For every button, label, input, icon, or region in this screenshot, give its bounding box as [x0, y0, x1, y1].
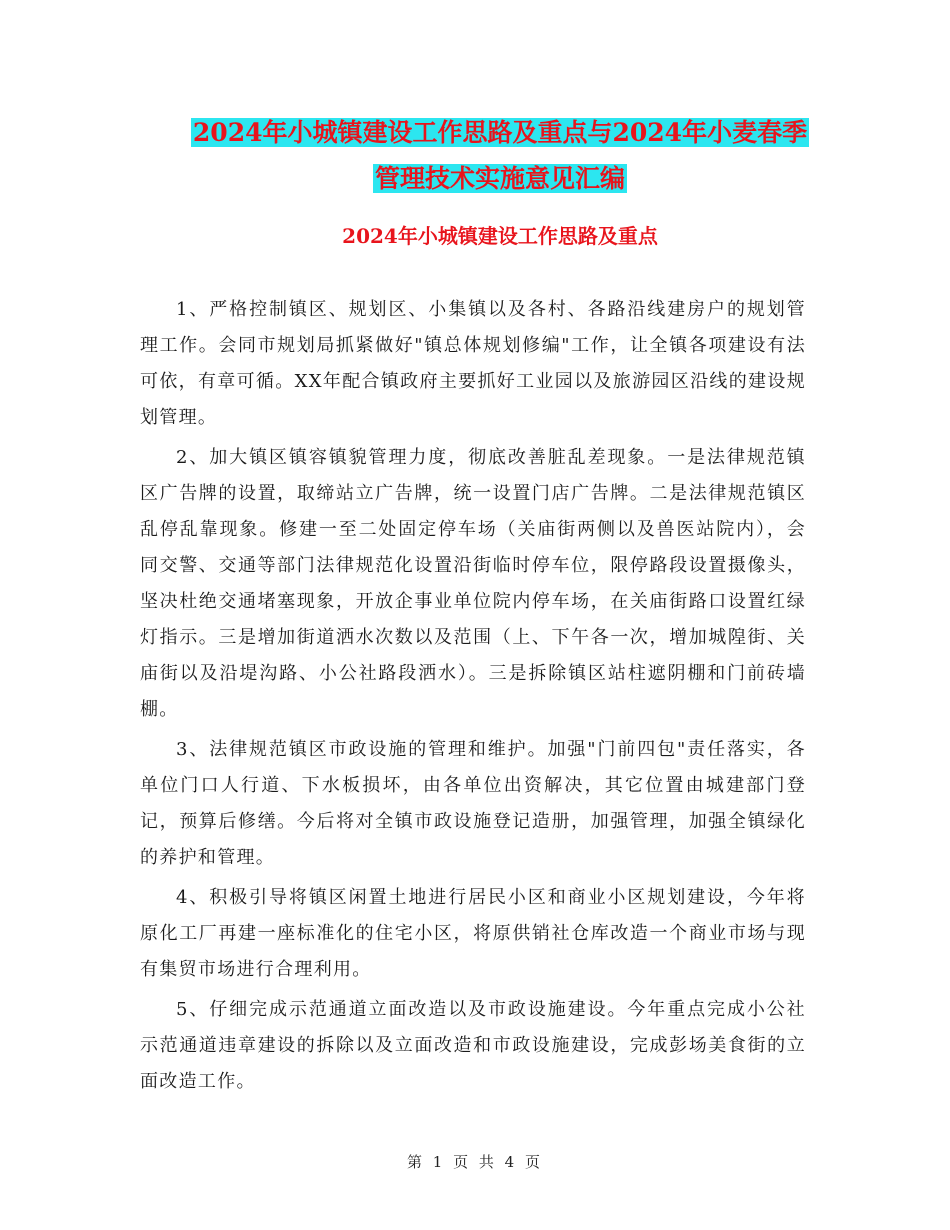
paragraph-5: 5、仔细完成示范通道立面改造以及市政设施建设。今年重点完成小公社示范通道违章建设的拆除以及立面改造和市政设施建设，完成彭场美食街的立面改造工作。 [140, 999, 806, 1092]
document-body [140, 292, 806, 1104]
paragraph-1: 1、严格控制镇区、规划区、小集镇以及各村、各路沿线建房户的规划管理工作。会同市规划局抓紧做好"镇总体规划修编"工作，让全镇各项建设有法可依，有章可循。XX年配合镇政府主要抓好工业园以及旅游园区沿线的建设规划管理。 [140, 299, 806, 428]
document-title-line-1: 2024年小城镇建设工作思路及重点与2024年小麦春季 [192, 118, 808, 147]
paragraph-3: 3、法律规范镇区市政设施的管理和维护。加强"门前四包"责任落实，各单位门口人行道、下水板损坏，由各单位出资解决，其它位置由城建部门登记，预算后修缮。今后将对全镇市政设施登记造册，加强管理，加强全镇绿化的养护和管理。 [140, 739, 806, 868]
paragraph-4: 4、积极引导将镇区闲置土地进行居民小区和商业小区规划建设，今年将原化工厂再建一座标准化的住宅小区，将原供销社仓库改造一个商业市场与现有集贸市场进行合理利用。 [140, 887, 806, 980]
section-title: 2024年小城镇建设工作思路及重点 [342, 224, 658, 248]
page-footer: 第 1 页 共 4 页 [407, 1153, 543, 1171]
document-title-line-2: 管理技术实施意见汇编 [374, 164, 625, 193]
document-title [140, 110, 860, 202]
paragraph-2: 2、加大镇区镇容镇貌管理力度，彻底改善脏乱差现象。一是法律规范镇区广告牌的设置，取缔站立广告牌，统一设置门店广告牌。二是法律规范镇区乱停乱靠现象。修建一至二处固定停车场（关庙街两侧以及兽医站院内），会同交警、交通等部门法律规范化设置沿街临时停车位，限停路段设置摄像头，坚决杜绝交通堵塞现象，开放企事业单位院内停车场，在关庙街路口设置红绿灯指示。三是增加街道洒水次数以及范围（上、下午各一次，增加城隍街、关庙街以及沿堤沟路、小公社路段洒水）。三是拆除镇区站柱遮阴棚和门前砖墙棚。 [140, 447, 806, 720]
